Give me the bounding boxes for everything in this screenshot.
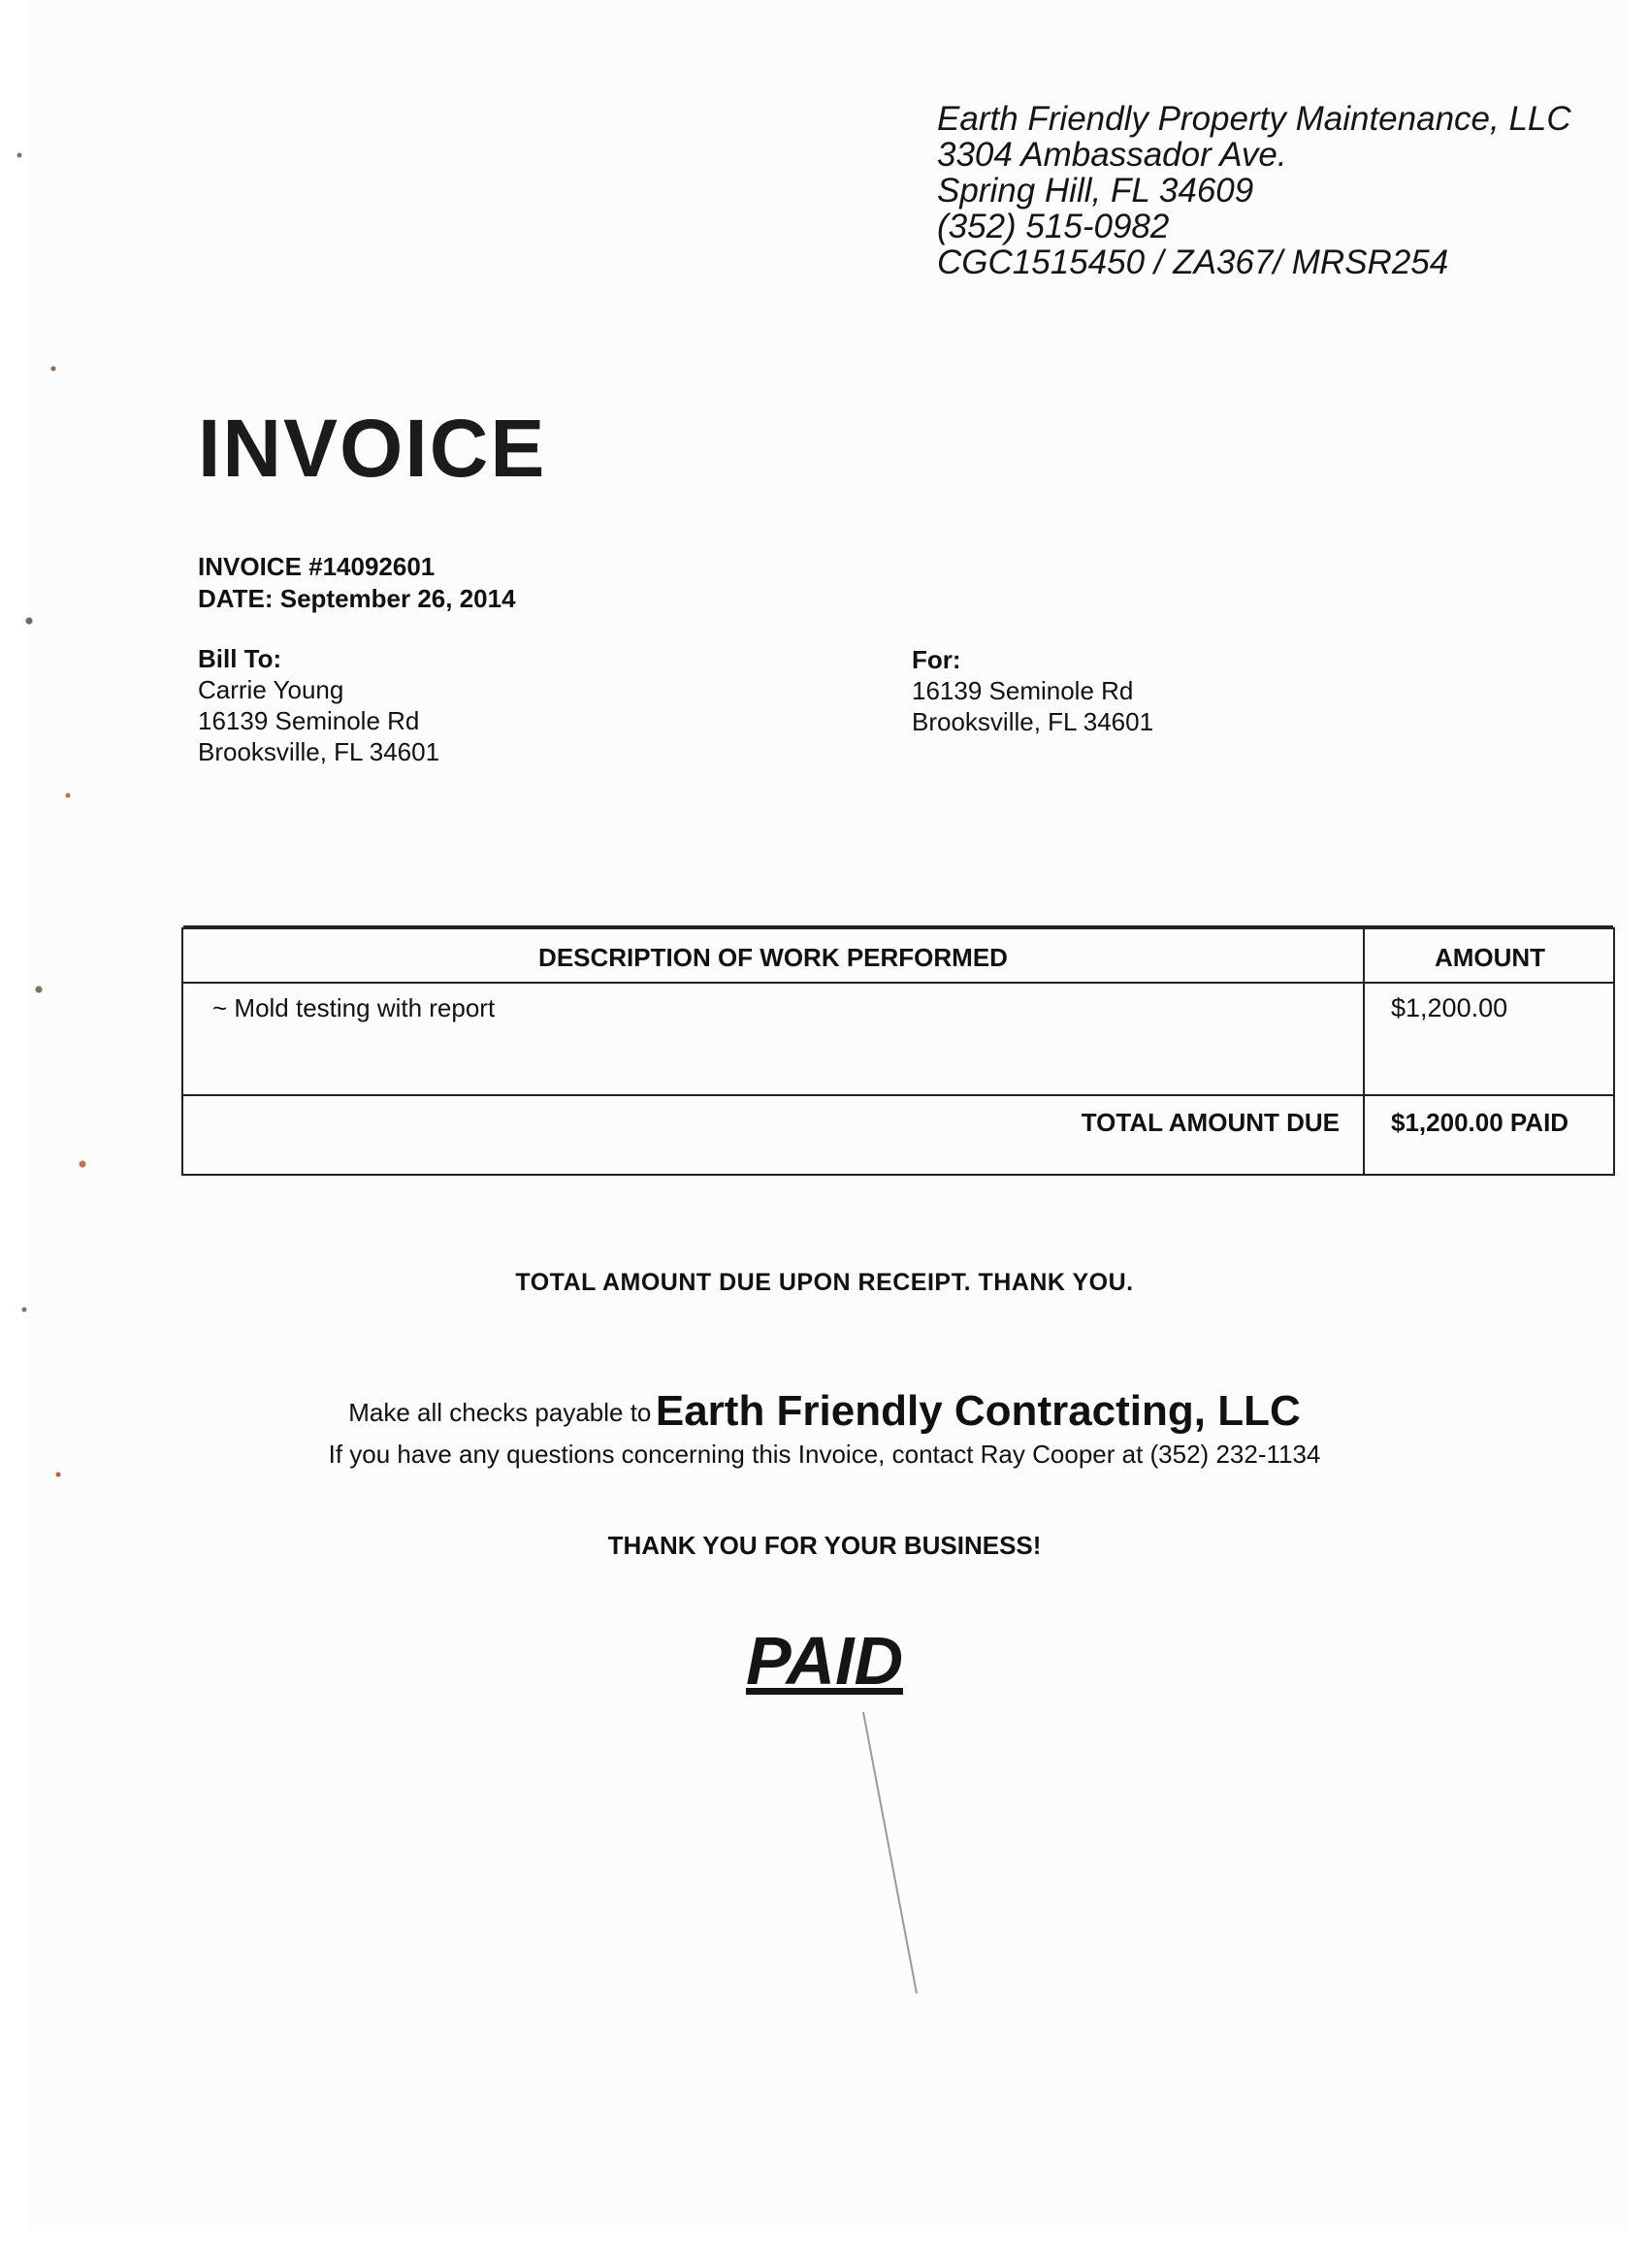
company-city: Spring Hill, FL 34609 <box>937 172 1254 210</box>
payee-name: Earth Friendly Contracting, LLC <box>655 1387 1301 1435</box>
for-heading: For: <box>912 645 961 674</box>
work-table <box>181 927 1615 1176</box>
invoice-number: INVOICE #14092601 <box>198 552 436 581</box>
total-label: TOTAL AMOUNT DUE <box>1081 1108 1340 1137</box>
invoice-title: INVOICE <box>198 403 547 494</box>
bill-to-block <box>198 643 439 767</box>
amount-header: AMOUNT <box>1434 943 1546 972</box>
receipt-notice: TOTAL AMOUNT DUE UPON RECEIPT. THANK YOU. <box>515 1269 1134 1296</box>
payable-prefix: Make all checks payable to <box>348 1398 652 1427</box>
table-total-divider <box>183 1094 1613 1096</box>
for-street: 16139 Seminole Rd <box>912 676 1134 705</box>
line-item-description: ~ Mold testing with report <box>212 993 496 1022</box>
pen-mark <box>858 1707 926 1998</box>
bill-to-heading: Bill To: <box>198 644 282 673</box>
description-header: DESCRIPTION OF WORK PERFORMED <box>538 943 1008 972</box>
for-city: Brooksville, FL 34601 <box>912 707 1154 736</box>
line-item-amount: $1,200.00 <box>1391 993 1508 1022</box>
table-top-rule <box>183 925 1613 928</box>
table-header-divider <box>183 982 1613 984</box>
scan-speckle <box>0 116 116 1571</box>
thanks-line: THANK YOU FOR YOUR BUSINESS! <box>607 1531 1042 1560</box>
company-name: Earth Friendly Property Maintenance, LLC <box>937 100 1571 138</box>
company-header <box>937 101 1571 280</box>
bill-to-city: Brooksville, FL 34601 <box>198 737 440 766</box>
bill-to-name: Carrie Young <box>198 675 344 704</box>
paid-stamp: PAID <box>745 1623 904 1699</box>
invoice-meta <box>198 551 516 615</box>
questions-line: If you have any questions concerning this Invoice, contact Ray Cooper at (352) 232-1134 <box>328 1440 1321 1469</box>
for-block <box>912 644 1153 737</box>
bill-to-street: 16139 Seminole Rd <box>198 706 420 735</box>
company-licenses: CGC1515450 / ZA367/ MRSR254 <box>937 243 1449 281</box>
invoice-date: DATE: September 26, 2014 <box>198 584 516 613</box>
company-phone: (352) 515-0982 <box>937 208 1170 245</box>
payable-line <box>0 1387 1649 1436</box>
company-street: 3304 Ambassador Ave. <box>937 136 1287 174</box>
total-value: $1,200.00 PAID <box>1391 1108 1569 1137</box>
